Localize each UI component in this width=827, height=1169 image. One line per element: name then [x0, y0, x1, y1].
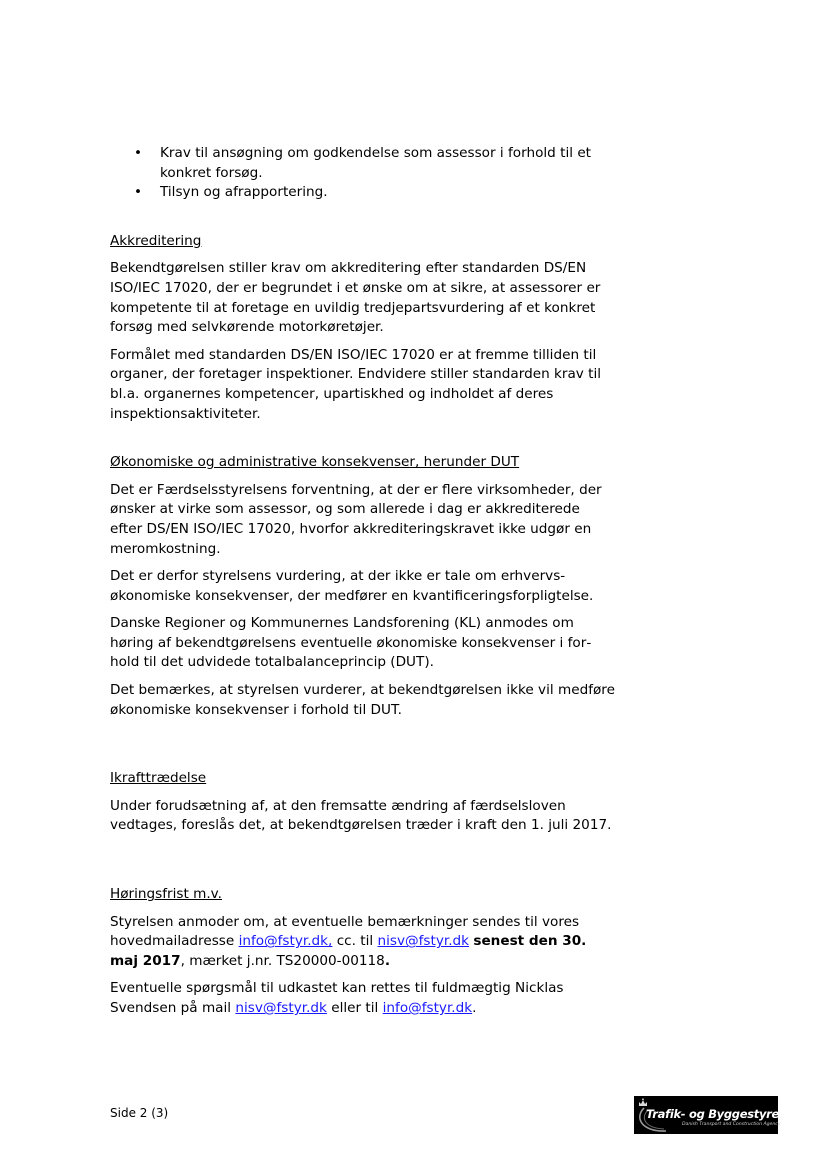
paragraph: Det er derfor styrelsens vurdering, at der ikke er tale om erhvervsøkonomiske konsekvenser, der medfører en kvantificeringsforpligtelse.: [110, 568, 594, 604]
paragraph: Det er Færdselsstyrelsens forventning, at der er flere virksomheder, der ønsker at virke som assessor, og som allerede i dag er akkrediterede efter DS/EN ISO/IEC 17020, hvorfor akkrediteringskravet ikke udgør en meromkostning.: [110, 481, 602, 557]
paragraph: Bekendtgørelsen stiller krav om akkreditering efter standarden DS/EN ISO/IEC 17020, der er begrundet i et ønske om at sikre, at assessorer er kompetente til at foretage en uvildig tredjepartsvurdering af et konkret forsøg med selvkørende motorkøretøjer.: [110, 260, 601, 336]
list-item: [110, 183, 615, 203]
section-heading-ikrafttraedelse: Ikrafttrædelse: [110, 770, 207, 787]
text-run: Eventuelle spørgsmål til udkastet kan rettes til fuldmægtig Nicklas Svendsen på mail: [110, 980, 564, 1016]
paragraph-deadline: [110, 913, 615, 972]
text-run: cc. til: [332, 933, 378, 950]
text-run-bold: .: [384, 952, 390, 969]
section-heading-akkreditering: Akkreditering: [110, 232, 202, 249]
text-run: .: [472, 1000, 477, 1016]
paragraph: Det bemærkes, at styrelsen vurderer, at bekendtgørelsen ikke vil medføre økonomiske konsekvenser i forhold til DUT.: [110, 682, 615, 718]
text-run: Styrelsen anmoder om, at eventuelle bemærkninger sendes til vores hovedmailadresse: [110, 913, 580, 950]
page-number: Side 2 (3): [110, 1106, 169, 1120]
bullet-dot: •: [134, 145, 143, 161]
logo-subtitle: Danish Transport and Construction Agency: [682, 1122, 781, 1127]
paragraph: Danske Regioner og Kommunernes Landsforening (KL) anmodes om høring af bekendtgørelsens eventuelle økonomiske konsekvenser i forhold til det udvidede totalbalanceprincip (DUT).: [110, 615, 592, 671]
document-body: [110, 144, 615, 1019]
email-link-info[interactable]: info@fstyr.dk,: [238, 933, 333, 950]
paragraph-contact: [110, 979, 615, 1018]
section-heading-horingsfrist: Høringsfrist m.v.: [110, 886, 222, 903]
email-link-nisv[interactable]: nisv@fstyr.dk: [235, 1000, 327, 1016]
paragraph: Under forudsætning af, at den fremsatte ændring af færdselsloven vedtages, foreslås det, at bekendtgørelsen træder i kraft den 1. juli 2017.: [110, 797, 612, 834]
logo-name: Trafik- og Byggestyrelsen: [646, 1107, 805, 1121]
email-link-info[interactable]: info@fstyr.dk: [382, 1000, 473, 1016]
text-run: , mærket j.nr. TS20000-00118: [180, 952, 385, 969]
deadline-text: senest den 30. maj 2017: [110, 933, 587, 969]
bullet-dot: •: [134, 184, 143, 201]
agency-logo: [634, 1096, 805, 1134]
text-run: eller til: [326, 1000, 383, 1016]
bullet-text: Krav til ansøgning om godkendelse som assessor i forhold til et konkret forsøg.: [160, 145, 592, 181]
bullet-list: [110, 144, 615, 203]
email-link-nisv[interactable]: nisv@fstyr.dk: [377, 933, 470, 950]
bullet-text: Tilsyn og afrapportering.: [160, 184, 328, 201]
list-item: [110, 144, 615, 183]
paragraph: Formålet med standarden DS/EN ISO/IEC 17020 er at fremme tilliden til organer, der foretager inspektioner. Endvidere stiller standarden krav til bl.a. organernes kompetencer, upartiskhed og indholdet af deres inspektionsaktiviteter.: [110, 346, 602, 422]
section-heading-okonomi: Økonomiske og administrative konsekvenser, herunder DUT: [110, 454, 520, 471]
